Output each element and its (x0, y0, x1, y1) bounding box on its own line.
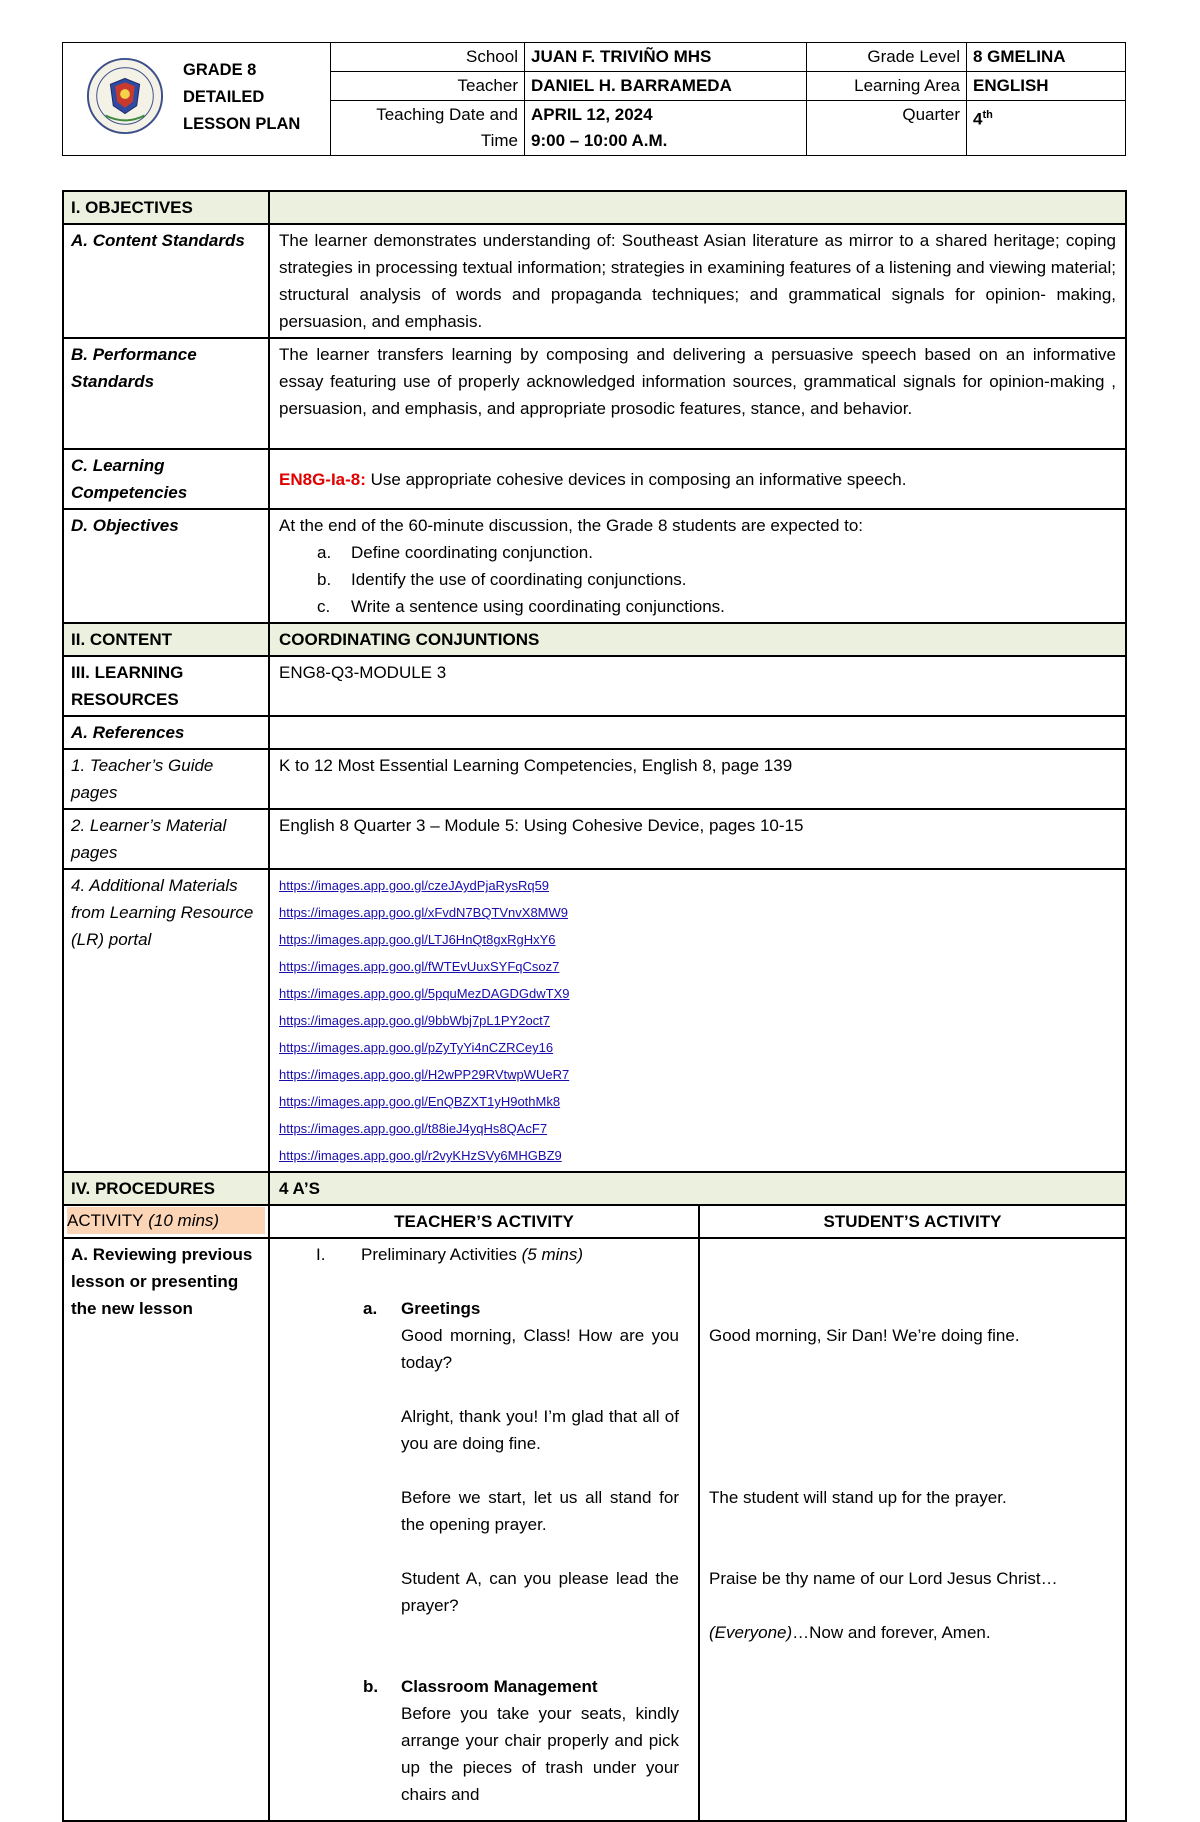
header-table (62, 42, 1126, 156)
content-heading: II. CONTENT (63, 623, 269, 656)
teacher-greeting-text: Good morning, Class! How are you today? (401, 1326, 679, 1372)
student-prayer-text: The student will stand up for the prayer. (709, 1488, 1007, 1507)
classroom-management-text: Before you take your seats, kindly arrange your chair properly and pick up the pieces of trash under your chairs and (401, 1704, 679, 1804)
teacher-label: Teacher (331, 72, 525, 101)
resource-link[interactable]: https://images.app.goo.gl/LTJ6HnQt8gxRgHxY6 (279, 932, 556, 947)
deped-seal-icon (86, 57, 164, 135)
resource-link[interactable]: https://images.app.goo.gl/t88ieJ4yqHs8QAcF7 (279, 1121, 548, 1136)
objectives-text: At the end of the 60-minute discussion, the Grade 8 students are expected to: a. Define coordinating conjunction. b. Identify the use of coordinating conjunctions. c. Write a sentence using coordinating conjunctions. (269, 509, 1126, 623)
references-value (269, 716, 1126, 749)
student-activity-cell (699, 1238, 1126, 1821)
performance-standards-text: The learner transfers learning by composing and delivering a persuasive speech based on an informative essay featuring use of properly acknowledged information sources, grammatical signals for opinion-making , persuasion, and emphasis, and appropriate prosodic features, stance, and behavior. (269, 338, 1126, 449)
resource-link[interactable]: https://images.app.goo.gl/xFvdN7BQTVnvX8MW9 (279, 905, 569, 920)
reviewing-lesson-label: A. Reviewing previous lesson or presenting the new lesson (63, 1238, 269, 1821)
teachers-guide-label: 1. Teacher’s Guide pages (63, 749, 269, 809)
learning-competencies-text: EN8G-Ia-8: Use appropriate cohesive devices in composing an informative speech. (269, 449, 1126, 509)
lesson-plan-table (62, 190, 1127, 1822)
plan-title: GRADE 8 DETAILED LESSON PLAN (183, 61, 301, 133)
activity-label-cell (63, 1205, 269, 1238)
teacher-activity-header: TEACHER’S ACTIVITY (269, 1205, 699, 1238)
content-value: COORDINATING CONJUNTIONS (269, 623, 1126, 656)
student-greeting-text: Good morning, Sir Dan! We’re doing fine. (709, 1326, 1020, 1345)
objectives-list (279, 539, 1116, 620)
additional-materials-links (269, 869, 1126, 1172)
activity-label: ACTIVITY (10 mins) (67, 1207, 265, 1234)
grade-level-value: 8 GMELINA (967, 43, 1126, 72)
teacher-response-text: Alright, thank you! I’m glad that all of you are doing fine. (401, 1407, 679, 1453)
content-standards-label: A. Content Standards (63, 224, 269, 338)
resource-link[interactable]: https://images.app.goo.gl/r2vyKHzSVy6MHGBZ9 (279, 1148, 562, 1163)
competency-code: EN8G-Ia-8: (279, 469, 366, 489)
teacher-prayer-text: Before we start, let us all stand for the opening prayer. (401, 1488, 679, 1534)
learning-resources-label: III. LEARNING RESOURCES (63, 656, 269, 716)
objectives-label: D. Objectives (63, 509, 269, 623)
resource-link[interactable]: https://images.app.goo.gl/9bbWbj7pL1PY2oct7 (279, 1013, 551, 1028)
quarter-value: 4th (967, 101, 1126, 156)
learning-area-value: ENGLISH (967, 72, 1126, 101)
resource-link[interactable]: https://images.app.goo.gl/pZyTyYi4nCZRCey16 (279, 1040, 554, 1055)
school-label: School (331, 43, 525, 72)
objectives-heading: I. OBJECTIVES (63, 191, 269, 224)
procedures-heading: IV. PROCEDURES (63, 1172, 269, 1205)
teaching-date-value: APRIL 12, 2024 9:00 – 10:00 A.M. (525, 101, 807, 156)
school-value: JUAN F. TRIVIÑO MHS (525, 43, 807, 72)
list-item: a. Define coordinating conjunction. (317, 543, 593, 562)
resource-link[interactable]: https://images.app.goo.gl/czeJAydPjaRysRq59 (279, 878, 550, 893)
learning-area-label: Learning Area (807, 72, 967, 101)
resource-link[interactable]: https://images.app.goo.gl/H2wPP29RVtwpWUeR7 (279, 1067, 570, 1082)
teaching-date-label: Teaching Date and Time (331, 101, 525, 156)
procedures-value: 4 A’S (269, 1172, 1126, 1205)
learning-resources-value: ENG8-Q3-MODULE 3 (269, 656, 1126, 716)
header-logo-cell (63, 43, 331, 156)
student-amen-line: (Everyone)…Now and forever, Amen. (709, 1623, 991, 1642)
learners-material-label: 2. Learner’s Material pages (63, 809, 269, 869)
student-activity-header: STUDENT’S ACTIVITY (699, 1205, 1126, 1238)
additional-materials-label: 4. Additional Materials from Learning Resource (LR) portal (63, 869, 269, 1172)
teacher-lead-prayer-text: Student A, can you please lead the prayer? (401, 1569, 679, 1615)
learning-competencies-label: C. Learning Competencies (63, 449, 269, 509)
resource-link[interactable]: https://images.app.goo.gl/EnQBZXT1yH9othMk8 (279, 1094, 561, 1109)
grade-level-label: Grade Level (807, 43, 967, 72)
objectives-heading-fill (269, 191, 1126, 224)
teachers-guide-value: K to 12 Most Essential Learning Competencies, English 8, page 139 (269, 749, 1126, 809)
greetings-heading: a. Greetings (363, 1299, 481, 1318)
content-standards-text: The learner demonstrates understanding of: Southeast Asian literature as mirror to a shared heritage; coping strategies in processing textual information; strategies in examining features of a listening and viewing material; structural analysis of words and propaganda techniques; and grammatical signals for opinion- making, persuasion, and emphasis. (269, 224, 1126, 338)
resource-link[interactable]: https://images.app.goo.gl/fWTEvUuxSYFqCsoz7 (279, 959, 560, 974)
references-label: A. References (63, 716, 269, 749)
resource-link[interactable]: https://images.app.goo.gl/5pquMezDAGDGdwTX9 (279, 986, 570, 1001)
preliminary-activities: I. Preliminary Activities (5 mins) (316, 1245, 584, 1264)
learners-material-value: English 8 Quarter 3 – Module 5: Using Cohesive Device, pages 10-15 (269, 809, 1126, 869)
classroom-management-heading: b. Classroom Management (363, 1677, 598, 1696)
performance-standards-label: B. Performance Standards (63, 338, 269, 449)
list-item: c. Write a sentence using coordinating conjunctions. (317, 597, 725, 616)
teacher-value: DANIEL H. BARRAMEDA (525, 72, 807, 101)
list-item: b. Identify the use of coordinating conjunctions. (317, 570, 687, 589)
teacher-activity-cell (269, 1238, 699, 1821)
quarter-label: Quarter (807, 101, 967, 156)
student-prayer-line: Praise be thy name of our Lord Jesus Christ… (709, 1569, 1058, 1588)
